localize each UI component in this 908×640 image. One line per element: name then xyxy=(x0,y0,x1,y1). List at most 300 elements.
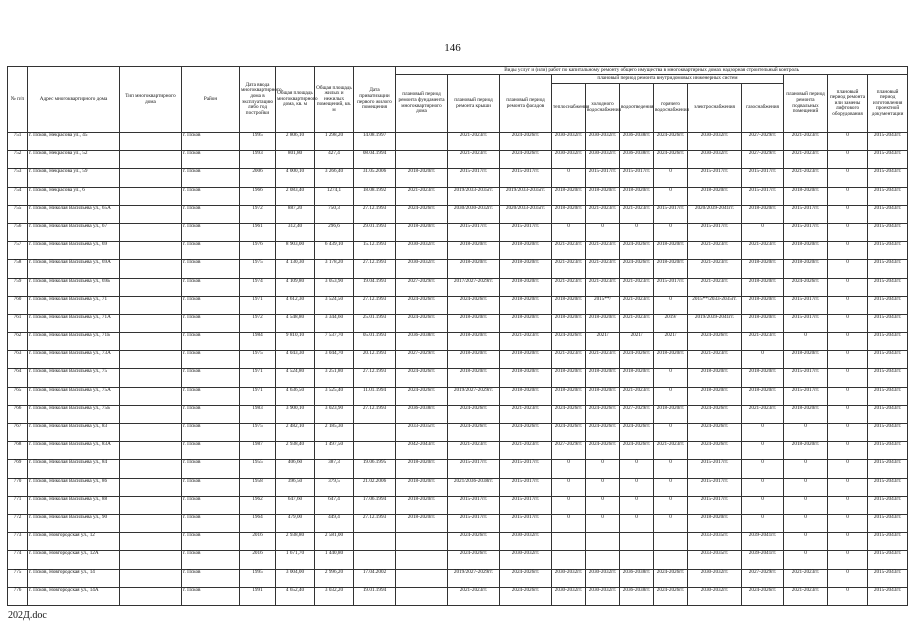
cell-plan-roof: 2018-2020гг. xyxy=(448,260,500,278)
cell-house-type xyxy=(120,351,182,369)
cell-plan-drainage: 0 xyxy=(620,478,654,496)
cell-year-built: 1983 xyxy=(240,405,276,423)
cell-plan-power: 2015-2017гг. xyxy=(688,169,742,187)
cell-house-type xyxy=(120,260,182,278)
cell-plan-hot-water: 0 xyxy=(654,369,688,387)
cell-row-number: 767 xyxy=(8,424,28,442)
cell-plan-heat: 2018-2020гг. xyxy=(552,205,586,223)
cell-row-number: 776 xyxy=(8,587,28,605)
cell-plan-docs: 2015-2043гг. xyxy=(868,296,908,314)
cell-plan-basement: 2018-2020гг. xyxy=(784,351,828,369)
cell-row-number: 766 xyxy=(8,405,28,423)
cell-privatization-date: 05.01.1993 xyxy=(354,333,396,351)
cell-living-area: 3 525,40 xyxy=(315,387,354,405)
cell-privatization-date: 15.12.1993 xyxy=(354,242,396,260)
cell-privatization-date xyxy=(354,551,396,569)
cell-district: г. Псков xyxy=(182,133,240,151)
cell-living-area: 1274,1 xyxy=(315,187,354,205)
cell-district: г. Псков xyxy=(182,533,240,551)
cell-privatization-date: 17.06.1994 xyxy=(354,496,396,514)
cell-row-number: 771 xyxy=(8,496,28,514)
cell-plan-docs: 2015-2043гг. xyxy=(868,442,908,460)
cell-district: г. Псков xyxy=(182,460,240,478)
cell-plan-heat: 2030-2032гг. xyxy=(552,569,586,587)
cell-plan-cold-water: 0 xyxy=(586,223,620,241)
cell-privatization-date: 19.06.1995 xyxy=(354,460,396,478)
cell-plan-foundation: 2027-2029гг. xyxy=(396,278,448,296)
cell-plan-roof: 2019/2027-2029гг. xyxy=(448,387,500,405)
cell-year-built: 1975 xyxy=(240,351,276,369)
page-number: 146 xyxy=(444,42,461,54)
cell-plan-roof: 2021-2023гг. xyxy=(448,151,500,169)
cell-plan-facade: 2018-2020гг. xyxy=(500,242,552,260)
cell-plan-power: 2030-2032гг. xyxy=(688,587,742,605)
cell-row-number: 764 xyxy=(8,369,28,387)
cell-plan-cold-water: 2030-2032гг. xyxy=(586,569,620,587)
cell-plan-lift: 0 xyxy=(828,205,868,223)
cell-plan-facade: 2030-2032гг. xyxy=(500,533,552,551)
cell-plan-gas: 0 xyxy=(742,496,784,514)
cell-plan-basement: 2015-2017гг. xyxy=(784,369,828,387)
cell-plan-drainage: 2021/ xyxy=(620,333,654,351)
cell-plan-drainage: 2036-2038гг. xyxy=(620,151,654,169)
cell-living-area: 750,3 xyxy=(315,205,354,223)
cell-plan-heat: 2030-2032гг. xyxy=(552,133,586,151)
header-privatization: Дата приватизации первого жилого помещения xyxy=(354,67,396,133)
cell-address: г. Псков, Николая Васильева ул., 69А xyxy=(28,260,120,278)
header-heat: теплоснабжения xyxy=(552,84,586,133)
cell-row-number: 755 xyxy=(8,205,28,223)
cell-year-built: 1987 xyxy=(240,442,276,460)
cell-total-area: 3 004,00 xyxy=(276,569,315,587)
cell-plan-foundation xyxy=(396,533,448,551)
cell-year-built: 1964 xyxy=(240,514,276,532)
cell-plan-cold-water: 0 xyxy=(586,478,620,496)
cell-plan-lift: 0 xyxy=(828,496,868,514)
cell-plan-roof: 2019/2027-2029гг. xyxy=(448,569,500,587)
cell-plan-heat: 2024-2026гг. xyxy=(552,405,586,423)
cell-plan-basement: 0 xyxy=(784,514,828,532)
cell-plan-roof: 2024-2026гг. xyxy=(448,533,500,551)
cell-plan-hot-water: 0 xyxy=(654,514,688,532)
cell-plan-power: 2021-2023гг. xyxy=(688,242,742,260)
cell-plan-facade: 2024-2026гг. xyxy=(500,569,552,587)
cell-plan-hot-water: 2024-2026гг. xyxy=(654,587,688,605)
cell-address: г. Псков, Николая Васильева ул., 73А xyxy=(28,351,120,369)
table-row xyxy=(8,533,908,551)
cell-privatization-date: 27.12.1993 xyxy=(354,369,396,387)
cell-plan-lift: 0 xyxy=(828,278,868,296)
cell-address: г. Псков, Николая Васильева ул., 83 xyxy=(28,424,120,442)
cell-plan-docs: 2015-2043гг. xyxy=(868,333,908,351)
cell-plan-gas: 0 xyxy=(742,223,784,241)
cell-plan-facade: 2021-2023гг. xyxy=(500,442,552,460)
cell-plan-lift: 0 xyxy=(828,187,868,205)
cell-living-area: 6 439,10 xyxy=(315,242,354,260)
cell-address: г. Псков, Новгородская ул., 12 xyxy=(28,533,120,551)
cell-row-number: 759 xyxy=(8,278,28,296)
table-row xyxy=(8,187,908,205)
cell-plan-lift: 0 xyxy=(828,169,868,187)
cell-plan-heat: 2018-2020гг. xyxy=(552,387,586,405)
cell-privatization-date: 20.12.1993 xyxy=(354,351,396,369)
cell-plan-foundation: 2024-2026гг. xyxy=(396,296,448,314)
cell-plan-hot-water: 0 xyxy=(654,496,688,514)
cell-year-built: 1958 xyxy=(240,478,276,496)
cell-house-type xyxy=(120,533,182,551)
cell-plan-cold-water xyxy=(586,533,620,551)
cell-plan-drainage: 2021-2023гг. xyxy=(620,296,654,314)
cell-address: г. Псков, Николая Васильева ул., 71Б xyxy=(28,333,120,351)
cell-plan-hot-water: 2019/ xyxy=(654,314,688,332)
cell-plan-heat: 2024-2026гг. xyxy=(552,424,586,442)
cell-address: г. Псков, Николая Васильева ул., 75 xyxy=(28,369,120,387)
cell-total-area: 406,60 xyxy=(276,460,315,478)
table-row xyxy=(8,169,908,187)
cell-plan-heat xyxy=(552,533,586,551)
cell-total-area: 4 043,30 xyxy=(276,351,315,369)
cell-plan-gas: 0 xyxy=(742,442,784,460)
cell-row-number: 760 xyxy=(8,296,28,314)
cell-total-area: 4 524,80 xyxy=(276,369,315,387)
cell-plan-cold-water: 2018-2020гг. xyxy=(586,369,620,387)
cell-living-area: 1 440,80 xyxy=(315,551,354,569)
cell-plan-drainage: 2024-2026гг. xyxy=(620,442,654,460)
cell-privatization-date: 17.04.2002 xyxy=(354,569,396,587)
cell-plan-heat: 2021-2023гг. xyxy=(552,278,586,296)
cell-plan-basement: 2021-2023гг. xyxy=(784,569,828,587)
cell-plan-hot-water: 0 xyxy=(654,460,688,478)
cell-living-area: 3 344,60 xyxy=(315,314,354,332)
cell-privatization-date: 25.01.1993 xyxy=(354,314,396,332)
cell-plan-power: 2030-2032гг. xyxy=(688,569,742,587)
cell-privatization-date: 08.04.1994 xyxy=(354,151,396,169)
cell-year-built: 1971 xyxy=(240,369,276,387)
cell-plan-cold-water: 2018-2020гг. xyxy=(586,187,620,205)
cell-plan-lift: 0 xyxy=(828,533,868,551)
cell-plan-foundation: 2018-2020гг. xyxy=(396,478,448,496)
cell-plan-foundation xyxy=(396,151,448,169)
cell-row-number: 765 xyxy=(8,387,28,405)
cell-plan-facade: 2024-2026гг. xyxy=(500,151,552,169)
table-row xyxy=(8,424,908,442)
cell-plan-gas: 0 xyxy=(742,478,784,496)
cell-living-area: 427,4 xyxy=(315,151,354,169)
cell-house-type xyxy=(120,187,182,205)
cell-plan-cold-water: 2024-2026гг. xyxy=(586,442,620,460)
cell-plan-hot-water: 2018-2020гг. xyxy=(654,351,688,369)
cell-plan-drainage: 2036-2038гг. xyxy=(620,133,654,151)
cell-house-type xyxy=(120,424,182,442)
cell-district: г. Псков xyxy=(182,187,240,205)
cell-plan-foundation: 2024-2026гг. xyxy=(396,205,448,223)
cell-plan-hot-water xyxy=(654,533,688,551)
table-row xyxy=(8,496,908,514)
cell-district: г. Псков xyxy=(182,205,240,223)
cell-privatization-date: 27.12.1993 xyxy=(354,205,396,223)
cell-district: г. Псков xyxy=(182,496,240,514)
cell-plan-gas: 2015-2017гг. xyxy=(742,187,784,205)
cell-plan-cold-water: 0 xyxy=(586,496,620,514)
cell-total-area: 2 482,10 xyxy=(276,424,315,442)
cell-address: г. Псков, Николая Васильева ул., 67 xyxy=(28,223,120,241)
cell-privatization-date: 27.12.1993 xyxy=(354,514,396,532)
cell-plan-lift: 0 xyxy=(828,405,868,423)
cell-plan-drainage: 0 xyxy=(620,514,654,532)
cell-plan-hot-water: 2018-2020гг. xyxy=(654,405,688,423)
cell-address: г. Псков, Николая Васильева ул., 71 xyxy=(28,296,120,314)
cell-house-type xyxy=(120,169,182,187)
table-row xyxy=(8,551,908,569)
cell-plan-heat: 2021-2023гг. xyxy=(552,351,586,369)
cell-plan-cold-water: 0 xyxy=(586,460,620,478)
cell-plan-gas: 2018-2020гг. xyxy=(742,314,784,332)
header-power: электроснабжения xyxy=(688,84,742,133)
cell-plan-hot-water: 2015-2017гг. xyxy=(654,278,688,296)
cell-plan-roof: 2017/2027-2029гг. xyxy=(448,278,500,296)
cell-house-type xyxy=(120,387,182,405)
cell-year-built: 1955 xyxy=(240,460,276,478)
table-row xyxy=(8,296,908,314)
cell-total-area: 2 938,40 xyxy=(276,442,315,460)
cell-plan-lift: 0 xyxy=(828,551,868,569)
cell-plan-facade: 2018-2020гг. xyxy=(500,387,552,405)
cell-plan-gas: 2018-2020гг. xyxy=(742,369,784,387)
cell-plan-power: 2018-2020гг. xyxy=(688,514,742,532)
cell-plan-drainage: 2024-2026гг. xyxy=(620,351,654,369)
cell-plan-power: 2033-2035гг. xyxy=(688,533,742,551)
cell-total-area: 887,20 xyxy=(276,205,315,223)
cell-living-area: 7 537,70 xyxy=(315,333,354,351)
cell-plan-foundation: 2027-2029гг. xyxy=(396,351,448,369)
cell-plan-roof: 2018-2020гг. xyxy=(448,369,500,387)
cell-row-number: 761 xyxy=(8,314,28,332)
cell-plan-lift: 0 xyxy=(828,460,868,478)
cell-address: г. Псков, Николая Васильева ул., 84 xyxy=(28,460,120,478)
cell-plan-lift: 0 xyxy=(828,587,868,605)
header-plan-facade: плановый период ремонта фасадов xyxy=(500,75,552,133)
cell-privatization-date: 21.02.2006 xyxy=(354,478,396,496)
table-row xyxy=(8,587,908,605)
cell-year-built: 1975 xyxy=(240,260,276,278)
cell-plan-gas: 0 xyxy=(742,514,784,532)
cell-plan-lift: 0 xyxy=(828,296,868,314)
cell-plan-gas: 2039-2041гг. xyxy=(742,551,784,569)
cell-plan-docs: 2015-2043гг. xyxy=(868,187,908,205)
cell-plan-docs: 2015-2043гг. xyxy=(868,587,908,605)
cell-living-area: 2 581,00 xyxy=(315,533,354,551)
cell-row-number: 763 xyxy=(8,351,28,369)
cell-year-built: 2006 xyxy=(240,169,276,187)
cell-plan-gas: 2021-2023гг. xyxy=(742,405,784,423)
cell-plan-power: 2021-2023гг. xyxy=(688,260,742,278)
cell-plan-hot-water: 0 xyxy=(654,478,688,496)
cell-plan-drainage: 2036-2038гг. xyxy=(620,587,654,605)
cell-plan-drainage: 0 xyxy=(620,223,654,241)
cell-total-area: 647,60 xyxy=(276,496,315,514)
cell-plan-hot-water: 0 xyxy=(654,187,688,205)
cell-plan-heat: 2030-2032гг. xyxy=(552,151,586,169)
cell-plan-roof: 2021-2023гг. xyxy=(448,587,500,605)
cell-district: г. Псков xyxy=(182,151,240,169)
cell-plan-heat: 0 xyxy=(552,223,586,241)
header-type: Тип многоквартирного дома xyxy=(120,67,182,133)
cell-plan-hot-water: 0 xyxy=(654,387,688,405)
cell-plan-cold-water: 2021/ xyxy=(586,333,620,351)
cell-plan-basement: 0 xyxy=(784,333,828,351)
cell-total-area: 1 671,70 xyxy=(276,551,315,569)
cell-plan-heat: 2030-2032гг. xyxy=(552,587,586,605)
cell-plan-roof: 2015-2017гг. xyxy=(448,460,500,478)
cell-privatization-date: 18.08.1992 xyxy=(354,187,396,205)
cell-total-area: 4 652,40 xyxy=(276,587,315,605)
cell-row-number: 770 xyxy=(8,478,28,496)
cell-plan-roof: 2021/2036-2038гг. xyxy=(448,478,500,496)
header-drainage: водоотведения xyxy=(620,84,654,133)
cell-plan-roof: 2018-2020гг. xyxy=(448,351,500,369)
cell-plan-docs: 2015-2043гг. xyxy=(868,551,908,569)
cell-address: г. Псков, Новгородская ул., 14А xyxy=(28,587,120,605)
cell-house-type xyxy=(120,460,182,478)
cell-plan-roof: 2018-2020гг. xyxy=(448,333,500,351)
header-works-group: Виды услуг и (или) работ по капитальному ремонту общего имущества в многоквартирных домах надзорная строительный контроль xyxy=(396,67,908,75)
header-gas: газоснабжения xyxy=(742,84,784,133)
table-body xyxy=(8,133,908,606)
cell-plan-power: 2018-2020гг. xyxy=(688,387,742,405)
cell-total-area: 4 130,30 xyxy=(276,260,315,278)
cell-plan-docs: 2015-2043гг. xyxy=(868,533,908,551)
cell-plan-lift: 0 xyxy=(828,333,868,351)
cell-plan-heat: 0 xyxy=(552,478,586,496)
cell-plan-foundation xyxy=(396,569,448,587)
cell-plan-gas: 2018-2020гг. xyxy=(742,296,784,314)
table-row xyxy=(8,460,908,478)
cell-living-area: 3 023,90 xyxy=(315,405,354,423)
cell-plan-foundation: 2018-2020гг. xyxy=(396,514,448,532)
cell-address: г. Псков, Николая Васильева ул., 88 xyxy=(28,496,120,514)
cell-address: г. Псков, Николая Васильева ул., 71А xyxy=(28,314,120,332)
cell-plan-gas: 2039-2041гг. xyxy=(742,533,784,551)
cell-plan-hot-water: 2015-2017гг. xyxy=(654,205,688,223)
cell-district: г. Псков xyxy=(182,314,240,332)
cell-house-type xyxy=(120,296,182,314)
cell-privatization-date: 11.01.1994 xyxy=(354,387,396,405)
cell-plan-power: 2030-2032гг. xyxy=(688,151,742,169)
cell-house-type xyxy=(120,478,182,496)
cell-plan-roof: 2015-2017гг. xyxy=(448,169,500,187)
cell-total-area: 4 548,80 xyxy=(276,314,315,332)
cell-plan-foundation: 2024-2026гг. xyxy=(396,387,448,405)
cell-plan-foundation: 2036-2038гг. xyxy=(396,333,448,351)
cell-plan-cold-water: 2015**/ xyxy=(586,296,620,314)
cell-plan-basement: 2015-2017гг. xyxy=(784,223,828,241)
cell-total-area: 2 938,80 xyxy=(276,533,315,551)
cell-plan-basement: 2018-2020гг. xyxy=(784,260,828,278)
cell-plan-facade: 2019/2033-2035гг. xyxy=(500,187,552,205)
cell-plan-docs: 2015-2043гг. xyxy=(868,460,908,478)
cell-address: г. Псков, Николая Васильева ул., 75А xyxy=(28,387,120,405)
cell-plan-basement: 2018-2020гг. xyxy=(784,242,828,260)
cell-plan-docs: 2015-2043гг. xyxy=(868,514,908,532)
cell-district: г. Псков xyxy=(182,587,240,605)
cell-living-area: 3 178,20 xyxy=(315,260,354,278)
cell-district: г. Псков xyxy=(182,333,240,351)
cell-plan-lift: 0 xyxy=(828,424,868,442)
cell-district: г. Псков xyxy=(182,569,240,587)
cell-plan-cold-water: 2021-2023гг. xyxy=(586,351,620,369)
table-row xyxy=(8,514,908,532)
cell-address: г. Псков, Николая Васильева ул., 75Б xyxy=(28,405,120,423)
cell-living-area: 3 044,70 xyxy=(315,351,354,369)
cell-plan-heat: 0 xyxy=(552,460,586,478)
cell-plan-docs: 2015-2043гг. xyxy=(868,424,908,442)
cell-address: г. Псков, Новгородская ул., 12А xyxy=(28,551,120,569)
cell-living-area: 1 497,50 xyxy=(315,442,354,460)
cell-total-area: 479,00 xyxy=(276,514,315,532)
cell-house-type xyxy=(120,405,182,423)
cell-district: г. Псков xyxy=(182,405,240,423)
cell-plan-foundation: 2030-2032гг. xyxy=(396,242,448,260)
header-plan-lift: плановый период ремонта или замены лифтового оборудования xyxy=(828,75,868,133)
cell-plan-power: 2015-2017гг. xyxy=(688,496,742,514)
cell-plan-basement: 2015-2017гг. xyxy=(784,387,828,405)
cell-address: г. Псков, Некрасова ул., 59 xyxy=(28,169,120,187)
cell-address: г. Псков, Николая Васильева ул., 86 xyxy=(28,478,120,496)
cell-plan-heat: 2024-2026гг. xyxy=(552,333,586,351)
cell-plan-foundation xyxy=(396,587,448,605)
cell-plan-basement: 2015-2017гг. xyxy=(784,314,828,332)
cell-plan-hot-water: 2018-2020гг. xyxy=(654,242,688,260)
cell-total-area: 4 612,30 xyxy=(276,296,315,314)
cell-year-built: 1961 xyxy=(240,223,276,241)
cell-privatization-date xyxy=(354,533,396,551)
cell-privatization-date: 27.12.1993 xyxy=(354,260,396,278)
cell-plan-power: 2019/2039-2041гг. xyxy=(688,314,742,332)
cell-plan-foundation: 2018-2020гг. xyxy=(396,496,448,514)
cell-total-area: 8 903,00 xyxy=(276,242,315,260)
cell-plan-hot-water: 0 xyxy=(654,223,688,241)
cell-plan-basement: 2018-2020гг. xyxy=(784,442,828,460)
cell-row-number: 768 xyxy=(8,442,28,460)
cell-privatization-date: 27.12.1993 xyxy=(354,405,396,423)
cell-plan-cold-water: 2024-2026гг. xyxy=(586,405,620,423)
cell-plan-power: 2020/2039-2041гг. xyxy=(688,205,742,223)
cell-district: г. Псков xyxy=(182,514,240,532)
cell-plan-lift: 0 xyxy=(828,223,868,241)
cell-plan-gas: 0 xyxy=(742,351,784,369)
cell-plan-drainage: 0 xyxy=(620,496,654,514)
cell-address: г. Псков, Новгородская ул., 14 xyxy=(28,569,120,587)
cell-plan-lift: 0 xyxy=(828,314,868,332)
cell-privatization-date xyxy=(354,442,396,460)
cell-district: г. Псков xyxy=(182,351,240,369)
cell-plan-cold-water: 2021-2023гг. xyxy=(586,242,620,260)
cell-plan-lift: 0 xyxy=(828,514,868,532)
cell-year-built: 1991 xyxy=(240,587,276,605)
cell-address: г. Псков, Николая Васильева ул., 69 xyxy=(28,242,120,260)
cell-plan-cold-water: 2018-2020гг. xyxy=(586,387,620,405)
header-plan-roof: плановый период ремонта крыши xyxy=(448,75,500,133)
cell-plan-power: 2015-2017гг. xyxy=(688,223,742,241)
cell-plan-foundation: 2018-2020гг. xyxy=(396,460,448,478)
cell-plan-basement: 0 xyxy=(784,424,828,442)
cell-plan-heat: 2018-2020гг. xyxy=(552,369,586,387)
cell-plan-lift: 0 xyxy=(828,260,868,278)
cell-plan-facade: 2024-2026гг. xyxy=(500,424,552,442)
cell-plan-heat: 0 xyxy=(552,169,586,187)
cell-living-area: 3 053,90 xyxy=(315,278,354,296)
cell-house-type xyxy=(120,151,182,169)
